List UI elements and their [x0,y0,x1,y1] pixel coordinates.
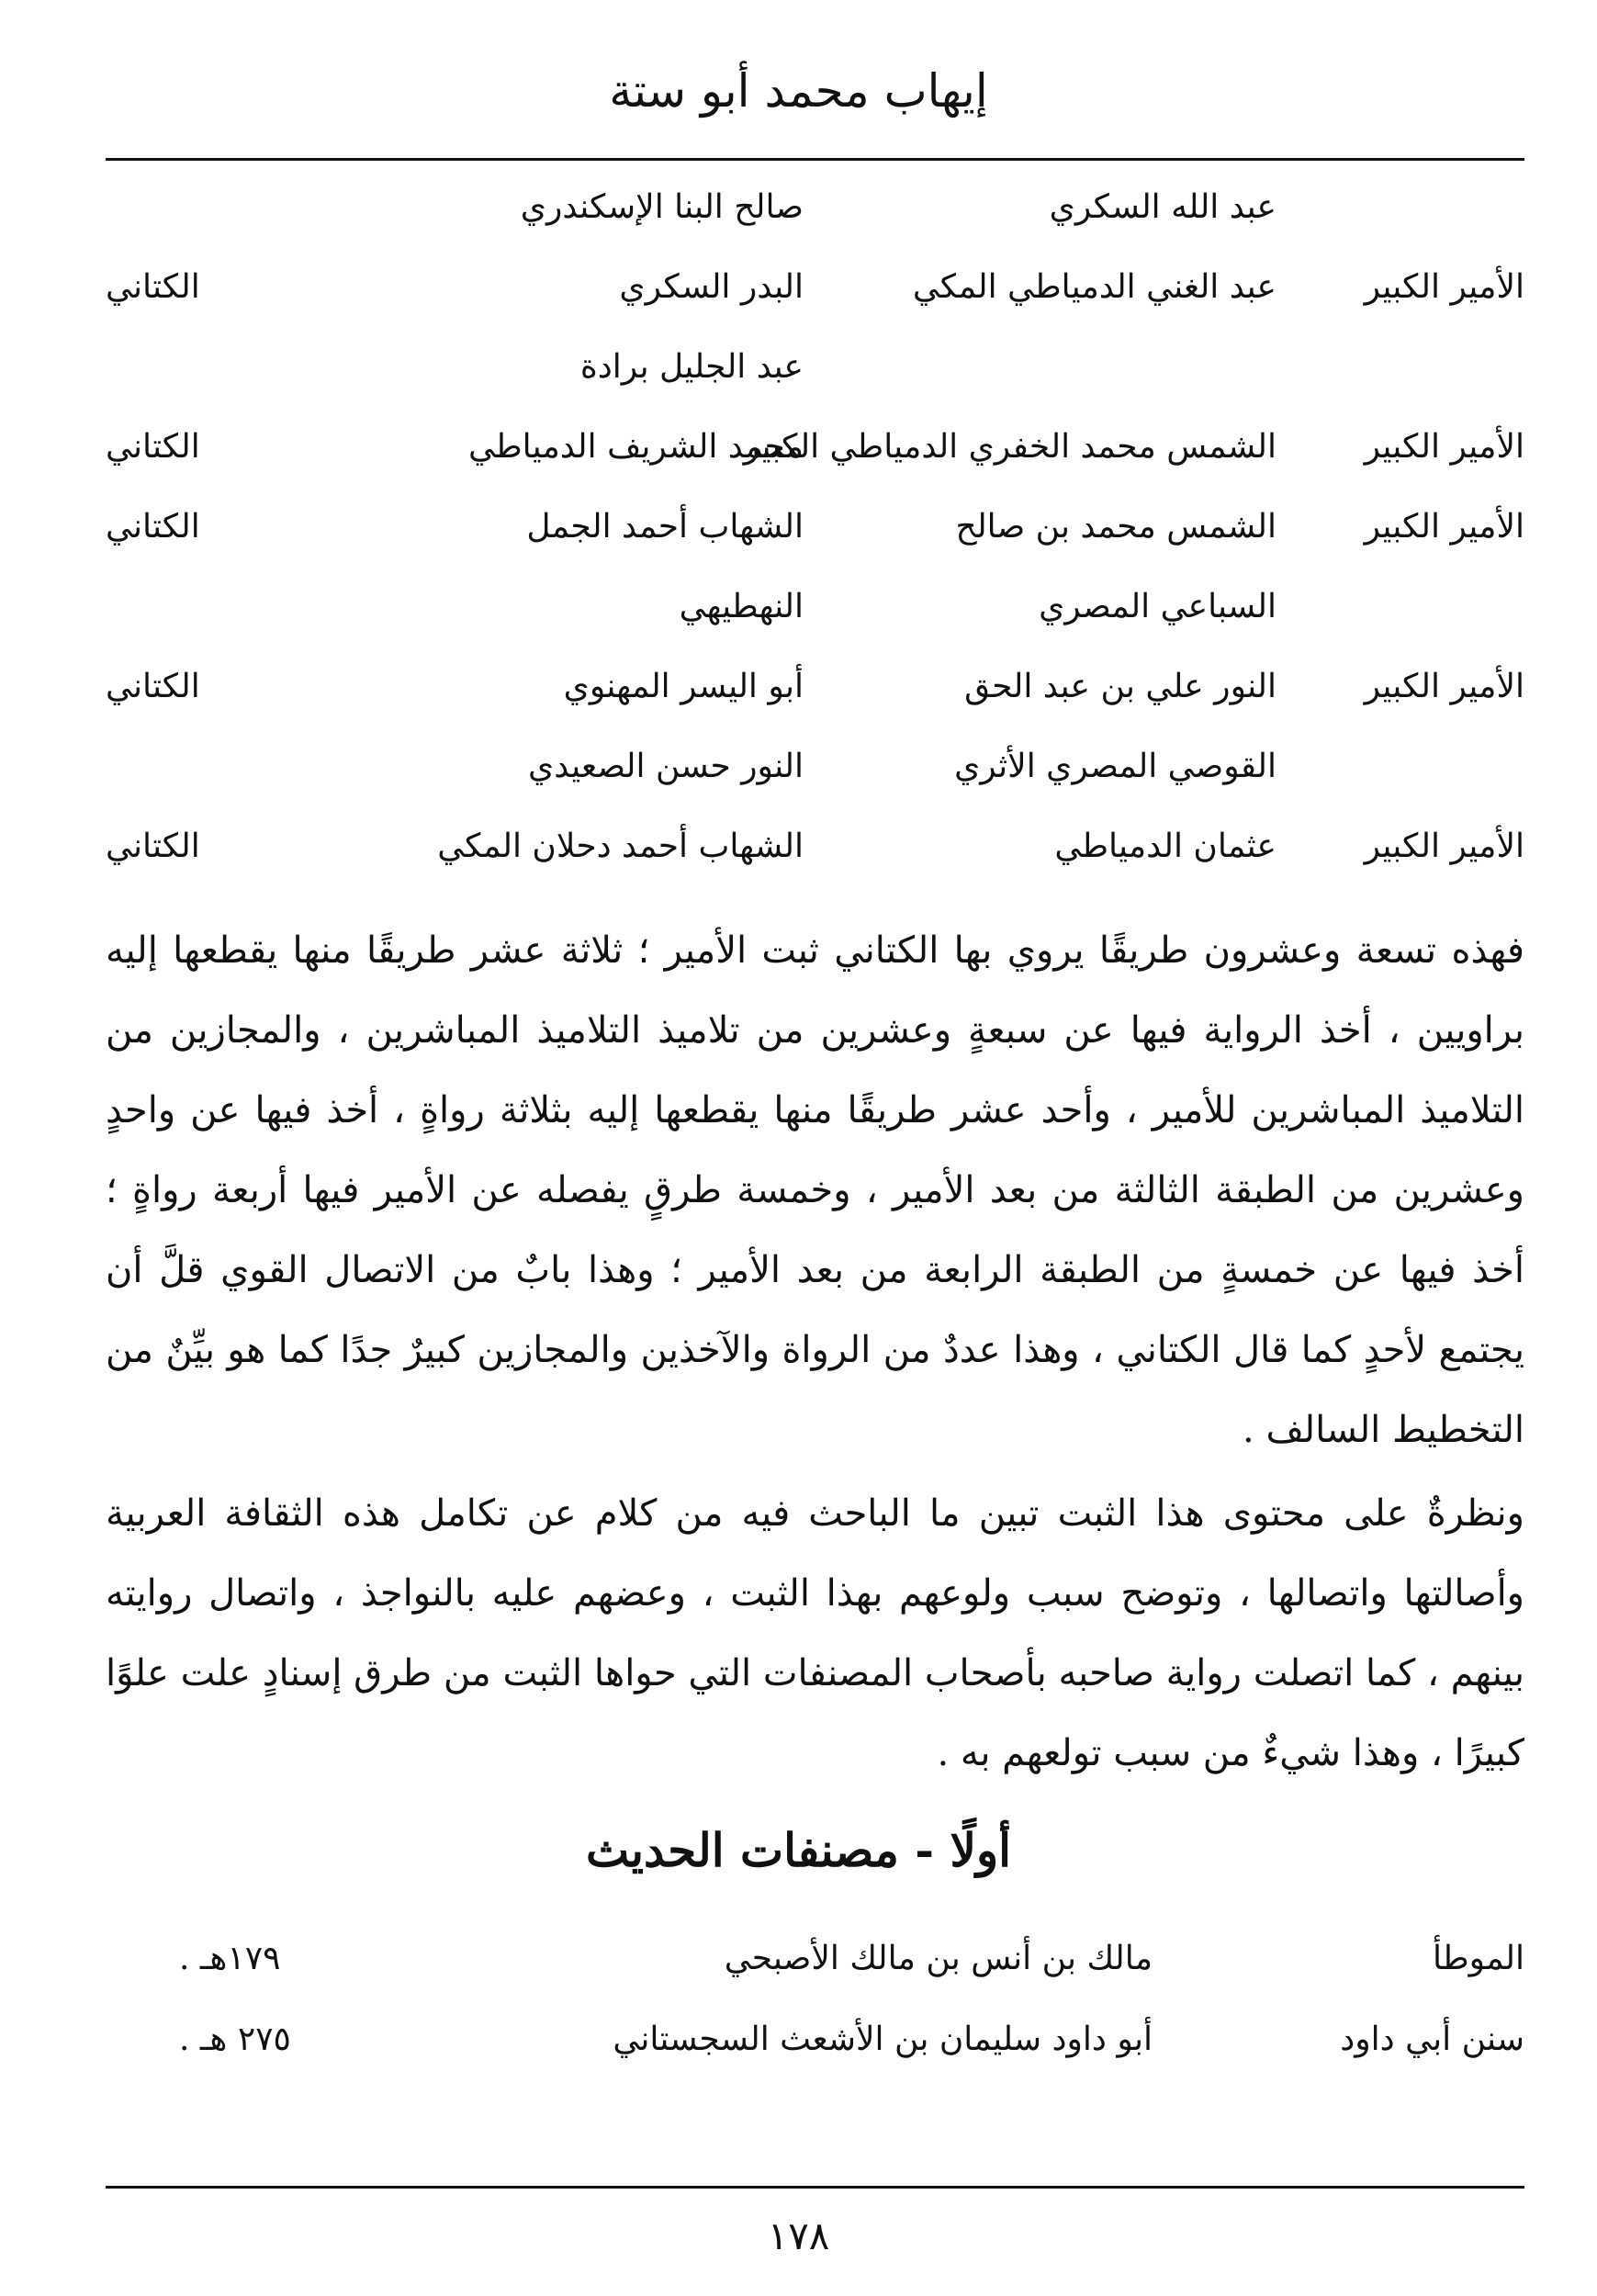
chain-cell: محمد الشريف الدمياطي [468,428,804,466]
chain-row [106,818,1524,898]
chain-cell: الكتاني [106,668,200,705]
chain-cell: عثمان الدمياطي [1054,827,1276,865]
chain-cell: عبد الله السكري [1049,188,1276,226]
page-number: ١٧٨ [767,2213,830,2258]
book-row [106,2009,1524,2090]
chain-row [106,658,1524,738]
book-author: أبو داود سليمان بن الأشعث السجستاني [613,2020,1153,2058]
chain-row [106,419,1524,499]
book-title: الموطأ [1432,1940,1524,1977]
chain-row [106,179,1524,259]
chain-row [106,499,1524,579]
chain-cell: الشمس محمد الخفري الدمياطي الكبير [743,428,1276,466]
chain-row [106,259,1524,339]
isnad-chain-table [106,179,1524,898]
chain-cell: أبو اليسر المهنوي [563,668,804,705]
chain-cell: الكتاني [106,827,200,865]
chain-cell: الكتاني [106,508,200,546]
chain-cell: الأمير الكبير [1364,508,1524,546]
section-heading: أولًا - مصنفات الحديث [585,1823,1011,1877]
chain-cell: الكتاني [106,428,200,466]
running-header: إيهاب محمد أبو ستة [609,64,988,118]
chain-row [106,738,1524,818]
body-paragraph: فهذه تسعة وعشرون طريقًا يروي بها الكتاني ثبت الأمير ؛ ثلاثة عشر طريقًا منها يقطعها إليه براويين ، أخذ الرواية فيها عن سبعةٍ وعشرين من تلاميذ التلاميذ المباشرين ، والمجازين من التلاميذ المباشرين للأمير ، وأحد عشر طريقًا منها يقطعها إليه بثلاثة رواةٍ ، أخذ فيها عن واحدٍ وعشرين من الطبقة الثالثة من بعد الأمير ، وخمسة طرقٍ يفصله عن الأمير فيها أربعة رواةٍ ؛ أخذ فيها عن خمسةٍ من الطبقة الرابعة من بعد الأمير ؛ وهذا بابٌ من الاتصال القوي قلَّ أن يجتمع لأحدٍ كما قال الكتاني ، وهذا عددٌ من الرواة والآخذين والمجازين كبيرٌ جدًا كما هو بيِّنٌ من التخطيط السالف . [106,929,1524,1451]
chain-cell: الأمير الكبير [1364,827,1524,865]
chain-cell: الأمير الكبير [1364,268,1524,306]
chain-cell: النهطيهي [679,588,804,625]
footer-rule [106,2186,1524,2189]
chain-cell: الشهاب أحمد الجمل [526,508,804,546]
book-title: سنن أبي داود [1340,2020,1524,2058]
book-author: مالك بن أنس بن مالك الأصبحي [724,1940,1153,1977]
chain-cell: السباعي المصري [1039,588,1276,625]
chain-cell: عبد الغني الدمياطي المكي [912,268,1276,306]
chain-cell: صالح البنا الإسكندري [520,188,804,226]
chain-cell: الشهاب أحمد دحلان المكي [437,827,804,865]
chain-cell: القوصي المصري الأثري [954,748,1276,785]
chain-cell: الكتاني [106,268,200,306]
body-paragraph: ونظرةٌ على محتوى هذا الثبت تبين ما الباحث فيه من كلام عن تكامل هذه الثقافة العربية وأصالتها واتصالها ، وتوضح سبب ولوعهم بهذا الثبت ، وعضهم عليه بالنواجذ ، واتصال روايته بينهم ، كما اتصلت رواية صاحبه بأصحاب المصنفات التي حواها الثبت من طرق إسنادٍ علت علوًا كبيرًا ، وهذا شيءٌ من سبب تولعهم به . [106,1492,1525,1774]
chain-row [106,339,1524,419]
header-rule [106,158,1524,161]
book-death-year: ٢٧٥ هـ . [179,2020,291,2058]
chain-cell: النور حسن الصعيدي [528,748,804,785]
chain-cell: البدر السكري [619,268,804,306]
books-list [106,1929,1524,2090]
book-death-year: ١٧٩هـ . [179,1940,281,1977]
chain-cell: النور علي بن عبد الحق [964,668,1276,705]
chain-row [106,579,1524,658]
chain-cell: عبد الجليل برادة [579,348,804,386]
chain-cell: الشمس محمد بن صالح [955,508,1276,546]
chain-cell: الأمير الكبير [1364,668,1524,705]
book-row [106,1929,1524,2009]
chain-cell: الأمير الكبير [1364,428,1524,466]
